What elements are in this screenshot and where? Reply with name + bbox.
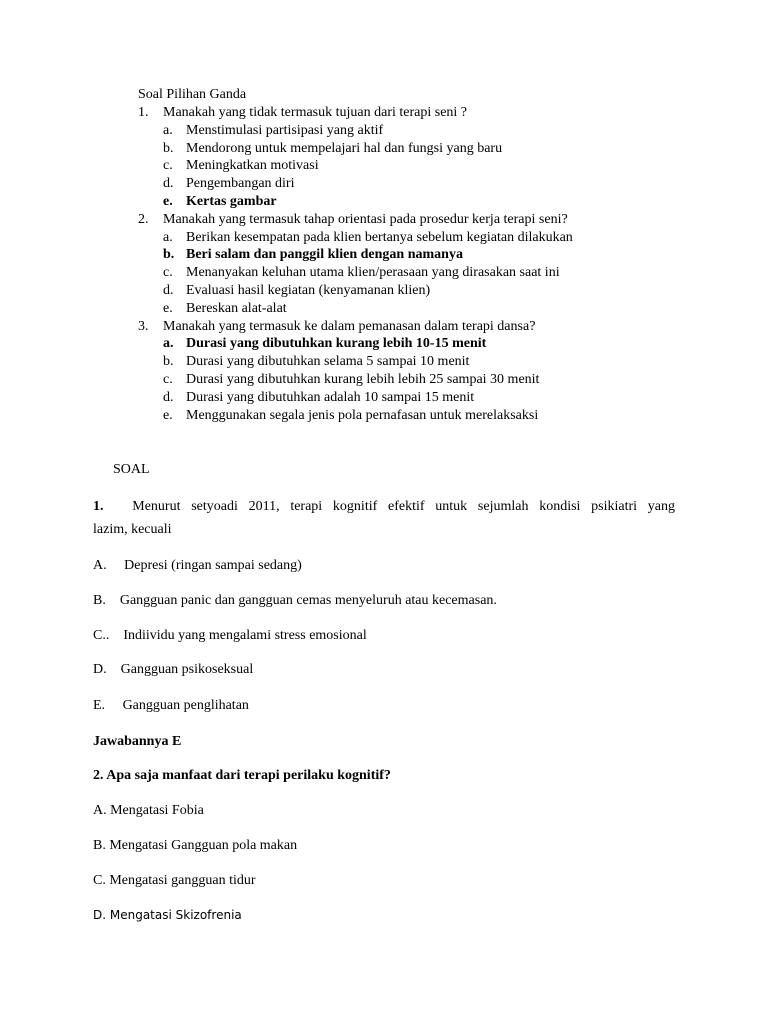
question-number: 2. bbox=[138, 211, 149, 227]
option-2e bbox=[138, 300, 658, 318]
option-letter: D. bbox=[93, 662, 107, 677]
option-text: Durasi yang dibutuhkan kurang lebih 10-15 menit bbox=[186, 336, 487, 352]
option-1a bbox=[138, 122, 658, 140]
option-2d bbox=[138, 282, 658, 300]
option-3e bbox=[138, 407, 658, 425]
soal-question-1 bbox=[93, 495, 675, 519]
option-letter: d. bbox=[163, 389, 174, 405]
question-text: Manakah yang termasuk tahap orientasi pada prosedur kerja terapi seni? bbox=[163, 211, 568, 227]
option-letter: a. bbox=[163, 122, 173, 138]
option-1b bbox=[138, 140, 658, 158]
soal-question-text-line1: Menurut setyoadi 2011, terapi kognitif efektif untuk sejumlah kondisi psikiatri yang bbox=[132, 499, 676, 514]
option-text: Bereskan alat-alat bbox=[186, 300, 287, 316]
soal-title: SOAL bbox=[113, 462, 150, 477]
option-text: Durasi yang dibutuhkan selama 5 sampai 10 menit bbox=[186, 354, 470, 370]
question-list bbox=[138, 104, 658, 424]
option-letter: b. bbox=[163, 140, 174, 156]
option-letter: e. bbox=[163, 300, 173, 316]
option-text: Mendorong untuk mempelajari hal dan fungsi yang baru bbox=[186, 140, 503, 156]
soal-question-text-line2: lazim, kecuali bbox=[93, 522, 172, 537]
option-text: Durasi yang dibutuhkan kurang lebih lebih 25 sampai 30 menit bbox=[186, 371, 540, 387]
option-text: Beri salam dan panggil klien dengan namanya bbox=[186, 247, 463, 263]
answer-text: Jawabannya E bbox=[93, 734, 182, 749]
option-letter: e. bbox=[163, 407, 173, 423]
soal2-option-c: C. Mengatasi gangguan tidur bbox=[93, 873, 256, 888]
soal-question-number: 1. bbox=[93, 499, 104, 514]
question-number: 1. bbox=[138, 105, 149, 120]
soal-question-2: 2. Apa saja manfaat dari terapi perilaku kognitif? bbox=[93, 768, 391, 783]
option-2a bbox=[138, 229, 658, 247]
option-letter: A. bbox=[93, 558, 107, 573]
question-2 bbox=[138, 211, 658, 229]
option-letter: a. bbox=[163, 229, 173, 245]
option-3b bbox=[138, 353, 658, 371]
option-text: Evaluasi hasil kegiatan (kenyamanan klien) bbox=[186, 282, 431, 298]
option-2c bbox=[138, 264, 658, 282]
option-text: Gangguan penglihatan bbox=[122, 698, 249, 713]
option-text: Gangguan panic dan gangguan cemas menyeluruh atau kecemasan. bbox=[119, 593, 497, 608]
option-letter: E. bbox=[93, 698, 106, 713]
question-3 bbox=[138, 318, 658, 336]
option-letter: c. bbox=[163, 158, 173, 174]
soal-option-c bbox=[93, 627, 367, 645]
option-3d bbox=[138, 389, 658, 407]
soal2-option-a: A. Mengatasi Fobia bbox=[93, 803, 204, 818]
option-letter: c. bbox=[163, 265, 173, 281]
soal-option-d bbox=[93, 661, 253, 679]
option-text: Gangguan psikoseksual bbox=[120, 662, 254, 677]
soal-option-e bbox=[93, 697, 249, 715]
option-text: Durasi yang dibutuhkan adalah 10 sampai 15 menit bbox=[186, 389, 475, 405]
option-text: Depresi (ringan sampai sedang) bbox=[124, 558, 302, 573]
soal2-option-b: B. Mengatasi Gangguan pola makan bbox=[93, 838, 298, 853]
option-3a-correct bbox=[138, 335, 658, 353]
option-letter: d. bbox=[163, 282, 174, 298]
soal-option-a bbox=[93, 557, 302, 575]
soal2-option-d: D. Mengatasi Skizofrenia bbox=[93, 908, 242, 922]
question-text: Manakah yang termasuk ke dalam pemanasan dalam terapi dansa? bbox=[163, 318, 536, 334]
option-text: Menstimulasi partisipasi yang aktif bbox=[186, 122, 384, 138]
option-text: Berikan kesempatan pada klien bertanya sebelum kegiatan dilakukan bbox=[186, 229, 573, 245]
option-letter: d. bbox=[163, 176, 174, 192]
option-1c bbox=[138, 157, 658, 175]
option-1e-correct bbox=[138, 193, 658, 211]
question-1 bbox=[138, 104, 658, 122]
option-letter: b. bbox=[163, 247, 175, 263]
option-letter: b. bbox=[163, 354, 174, 370]
option-letter: a. bbox=[163, 336, 174, 352]
soal-option-b bbox=[93, 592, 497, 610]
option-text: Pengembangan diri bbox=[186, 176, 295, 192]
option-letter: C.. bbox=[93, 628, 110, 643]
option-text: Menanyakan keluhan utama klien/perasaan yang dirasakan saat ini bbox=[186, 265, 560, 281]
option-text: Meningkatkan motivasi bbox=[186, 158, 319, 174]
option-1d bbox=[138, 175, 658, 193]
option-text: Indiividu yang mengalami stress emosional bbox=[123, 628, 367, 643]
option-letter: B. bbox=[93, 593, 106, 608]
section-heading: Soal Pilihan Ganda bbox=[138, 87, 247, 102]
option-3c bbox=[138, 371, 658, 389]
question-text: Manakah yang tidak termasuk tujuan dari terapi seni ? bbox=[163, 105, 468, 120]
option-text: Kertas gambar bbox=[186, 193, 277, 209]
option-text: Menggunakan segala jenis pola pernafasan untuk merelaksaksi bbox=[186, 407, 539, 423]
option-letter: e. bbox=[163, 193, 173, 209]
option-letter: c. bbox=[163, 371, 173, 387]
option-2b-correct bbox=[138, 246, 658, 264]
question-number: 3. bbox=[138, 318, 149, 334]
